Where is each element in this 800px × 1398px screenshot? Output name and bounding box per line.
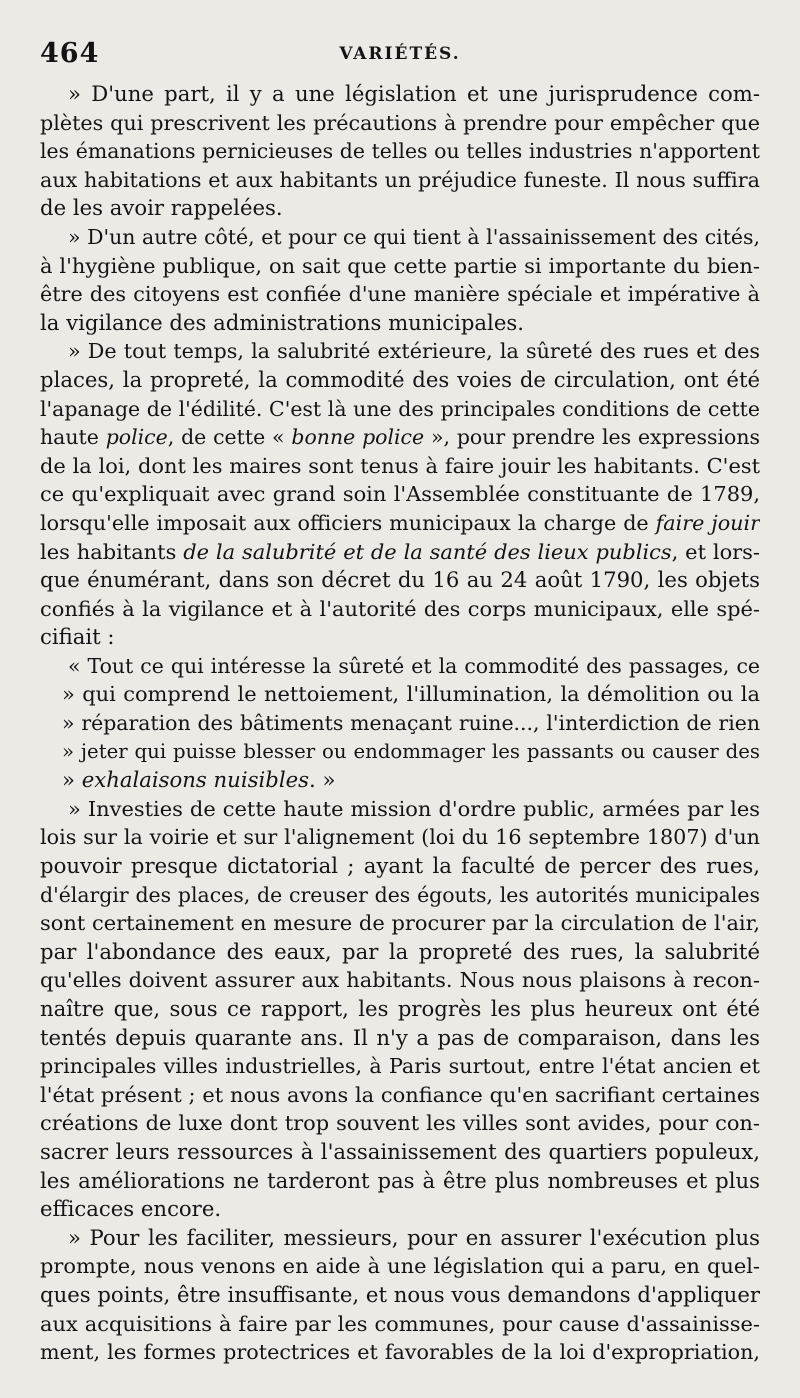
running-head — [40, 38, 760, 80]
text-run: , et lors- — [671, 539, 760, 564]
text-run: », pour prendre les expressions — [424, 425, 760, 450]
text-line: ment, les formes protectrices et favorables de la loi d'expropriation, — [40, 1340, 760, 1365]
text-line: » D'un autre côté, et pour ce qui tient à l'assainissement des cités, — [68, 224, 760, 249]
text-line: les émanations pernicieuses de telles ou telles industries n'apportent — [40, 139, 760, 164]
page-number: 464 — [40, 38, 100, 69]
text-line: sacrer leurs ressources à l'assainissement des quartiers populeux, — [40, 1138, 760, 1164]
text-line: la vigilance des administrations municipales. — [40, 309, 524, 335]
quote-line: » jeter qui puisse blesser ou endommager les passants ou causer des — [62, 739, 760, 763]
text-line: à l'hygiène publique, on sait que cette partie si importante du bien- — [40, 253, 760, 278]
text-line: de les avoir rappelées. — [40, 195, 283, 221]
italic-run: faire jouir — [655, 510, 760, 535]
text-line: créations de luxe dont trop souvent les villes sont avides, pour con- — [40, 1111, 760, 1136]
section-title: VARIÉTÉS. — [339, 44, 461, 64]
quote-line — [40, 766, 760, 795]
text-line — [40, 423, 760, 452]
text-line: d'élargir des places, de creuser des égouts, les autorités municipales — [40, 882, 760, 907]
text-line: qu'elles doivent assurer aux habitants. Nous nous plaisons à recon- — [40, 968, 760, 993]
text-line: les améliorations ne tarderont pas à être plus nombreuses et plus — [40, 1167, 760, 1193]
text-run: haute — [40, 425, 106, 450]
text-line: l'état présent ; et nous avons la confiance qu'en sacrifiant certaines — [40, 1082, 760, 1107]
text-line: ques points, être insuffisante, et nous vous demandons d'appliquer — [40, 1281, 760, 1307]
text-line: plètes qui prescrivent les précautions à prendre pour empêcher que — [40, 110, 760, 135]
italic-run: bonne police — [291, 425, 425, 450]
text-line: l'apanage de l'édilité. C'est là une des principales conditions de cette — [40, 396, 760, 421]
text-line: tentés depuis quarante ans. Il n'y a pas de comparaison, dans les — [40, 1024, 760, 1050]
text-line: » Pour les faciliter, messieurs, pour en assurer l'exécution plus — [68, 1224, 760, 1250]
text-line: de la loi, dont les maires sont tenus à faire jouir les habitants. C'est — [40, 453, 760, 478]
quote-line: » qui comprend le nettoiement, l'illumination, la démolition ou la — [62, 682, 760, 707]
text-line: aux habitations et aux habitants un préjudice funeste. Il nous suffira — [40, 167, 760, 192]
text-run: lorsqu'elle imposait aux officiers municipaux la charge de — [40, 510, 656, 535]
text-run: . » — [309, 767, 336, 793]
text-line — [40, 538, 760, 567]
quote-line: « Tout ce qui intéresse la sûreté et la commodité des passages, ce — [68, 653, 760, 678]
text-line: ce qu'expliquait avec grand soin l'Assemblée constituante de 1789, — [40, 482, 760, 507]
italic-run: exhalaisons nuisibles — [81, 767, 310, 793]
text-line: » De tout temps, la salubrité extérieure, la sûreté des rues et des — [68, 339, 760, 364]
text-run: , de cette « — [167, 425, 292, 450]
text-line: sont certainement en mesure de procurer par la circulation de l'air, — [40, 911, 760, 936]
text-line — [40, 509, 760, 538]
text-line: lois sur la voirie et sur l'alignement (loi du 16 septembre 1807) d'un — [40, 825, 760, 850]
text-run: » — [62, 767, 82, 793]
text-line: naître que, sous ce rapport, les progrès les plus heureux ont été — [40, 996, 760, 1021]
italic-run: police — [105, 425, 168, 450]
text-line: confiés à la vigilance et à l'autorité des corps municipaux, elle spé- — [40, 596, 760, 621]
text-line: cifiait : — [40, 624, 115, 650]
text-line: » Investies de cette haute mission d'ordre public, armées par les — [68, 796, 760, 821]
body-text — [40, 80, 760, 1367]
text-line: principales villes industrielles, à Paris surtout, entre l'état ancien et — [40, 1054, 760, 1079]
text-line: par l'abondance des eaux, par la propreté des rues, la salubrité — [40, 938, 760, 964]
italic-run: de la salubrité et de la santé des lieux publics — [183, 539, 672, 564]
text-line: prompte, nous venons en aide à une législation qui a paru, en quel- — [40, 1254, 760, 1279]
text-line: que énumérant, dans son décret du 16 au 24 août 1790, les objets — [40, 567, 760, 593]
text-line: places, la propreté, la commodité des voies de circulation, ont été — [40, 366, 760, 392]
text-line: être des citoyens est confiée d'une manière spéciale et impérative à — [40, 282, 760, 307]
text-line: » D'une part, il y a une législation et une jurisprudence com- — [68, 81, 760, 106]
text-line: efficaces encore. — [40, 1196, 222, 1222]
text-run: les habitants — [40, 539, 184, 564]
text-line: pouvoir presque dictatorial ; ayant la faculté de percer des rues, — [40, 853, 760, 879]
quote-line: » réparation des bâtiments menaçant ruine..., l'interdiction de rien — [62, 711, 760, 736]
text-line: aux acquisitions à faire par les communes, pour cause d'assainisse- — [40, 1311, 760, 1336]
